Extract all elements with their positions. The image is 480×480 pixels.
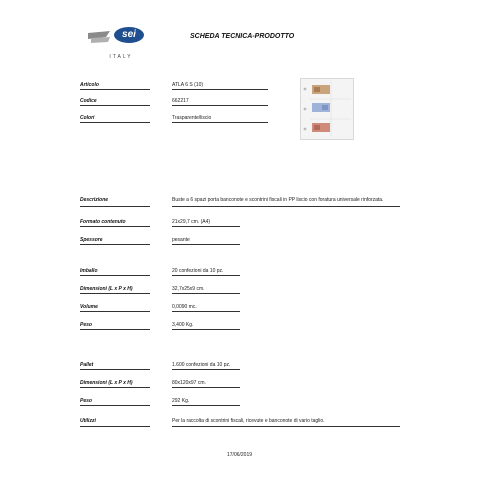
divider xyxy=(172,329,240,330)
value-articolo: ATLA 6 S (10) xyxy=(172,82,204,88)
document-date: 17/06/2019 xyxy=(227,452,253,458)
divider xyxy=(80,244,150,245)
sei-logo xyxy=(86,24,156,68)
divider xyxy=(172,311,240,312)
divider xyxy=(172,122,268,123)
value-peso-imballo: 3,400 Kg. xyxy=(172,322,194,328)
divider xyxy=(80,226,150,227)
divider xyxy=(172,405,240,406)
product-image xyxy=(300,78,354,140)
divider xyxy=(80,206,150,207)
divider xyxy=(80,275,150,276)
label-utilizzi: Utilizzi xyxy=(80,418,96,424)
divider xyxy=(172,293,240,294)
document-title: SCHEDA TECNICA-PRODOTTO xyxy=(190,33,295,40)
label-imballo: Imballo xyxy=(80,268,98,274)
divider xyxy=(172,387,240,388)
label-formato: Formato contenuto xyxy=(80,219,126,225)
label-peso-pallet: Peso xyxy=(80,398,92,404)
label-colori: Colori xyxy=(80,115,95,121)
logo-brand-text: sei xyxy=(122,29,136,40)
label-spessore: Spessore xyxy=(80,237,103,243)
label-dimensioni-pallet: Dimensioni (L x P x H) xyxy=(80,380,133,386)
divider xyxy=(80,387,150,388)
divider xyxy=(80,293,150,294)
value-dimensioni-imballo: 32,7x25x9 cm. xyxy=(172,286,205,292)
divider xyxy=(172,369,240,370)
label-codice: Codice xyxy=(80,98,97,104)
divider xyxy=(80,89,150,90)
label-pallet: Pallet xyxy=(80,362,94,368)
value-formato: 21x29,7 cm. (A4) xyxy=(172,219,211,225)
divider xyxy=(172,275,240,276)
divider xyxy=(80,369,150,370)
value-imballo: 20 confezioni da 10 pz. xyxy=(172,268,224,274)
divider xyxy=(80,122,150,123)
label-peso-imballo: Peso xyxy=(80,322,92,328)
divider xyxy=(80,311,150,312)
value-pallet: 1.600 confezioni da 10 pz. xyxy=(172,362,231,368)
label-volume: Volume xyxy=(80,304,98,310)
divider xyxy=(172,206,400,207)
divider xyxy=(172,244,240,245)
divider xyxy=(172,426,400,427)
divider xyxy=(80,405,150,406)
label-descrizione: Descrizione xyxy=(80,197,109,203)
divider xyxy=(80,329,150,330)
divider xyxy=(80,105,150,106)
value-peso-pallet: 292 Kg. xyxy=(172,398,190,404)
banknote-pocket-icon xyxy=(301,79,353,139)
value-volume: 0,0090 mc. xyxy=(172,304,197,310)
value-codice: 662217 xyxy=(172,98,189,104)
value-dimensioni-pallet: 80x120x97 cm. xyxy=(172,380,206,386)
label-articolo: Articolo xyxy=(80,82,99,88)
label-dimensioni-imballo: Dimensioni (L x P x H) xyxy=(80,286,133,292)
divider xyxy=(172,105,268,106)
divider xyxy=(172,226,240,227)
divider xyxy=(80,426,150,427)
value-descrizione: Buste a 6 spazi porta banconote e scontrini fiscali in PP liscio con foratura universale rinforzata. xyxy=(172,197,384,203)
value-utilizzi: Per la raccolta di scontrini fiscali, ricevute e banconote di vario taglio. xyxy=(172,418,325,424)
value-colori: Trasparente/liscio xyxy=(172,115,212,121)
value-spessore: pesante xyxy=(172,237,190,243)
divider xyxy=(172,89,268,90)
logo-subtitle: ITALY xyxy=(109,54,133,60)
